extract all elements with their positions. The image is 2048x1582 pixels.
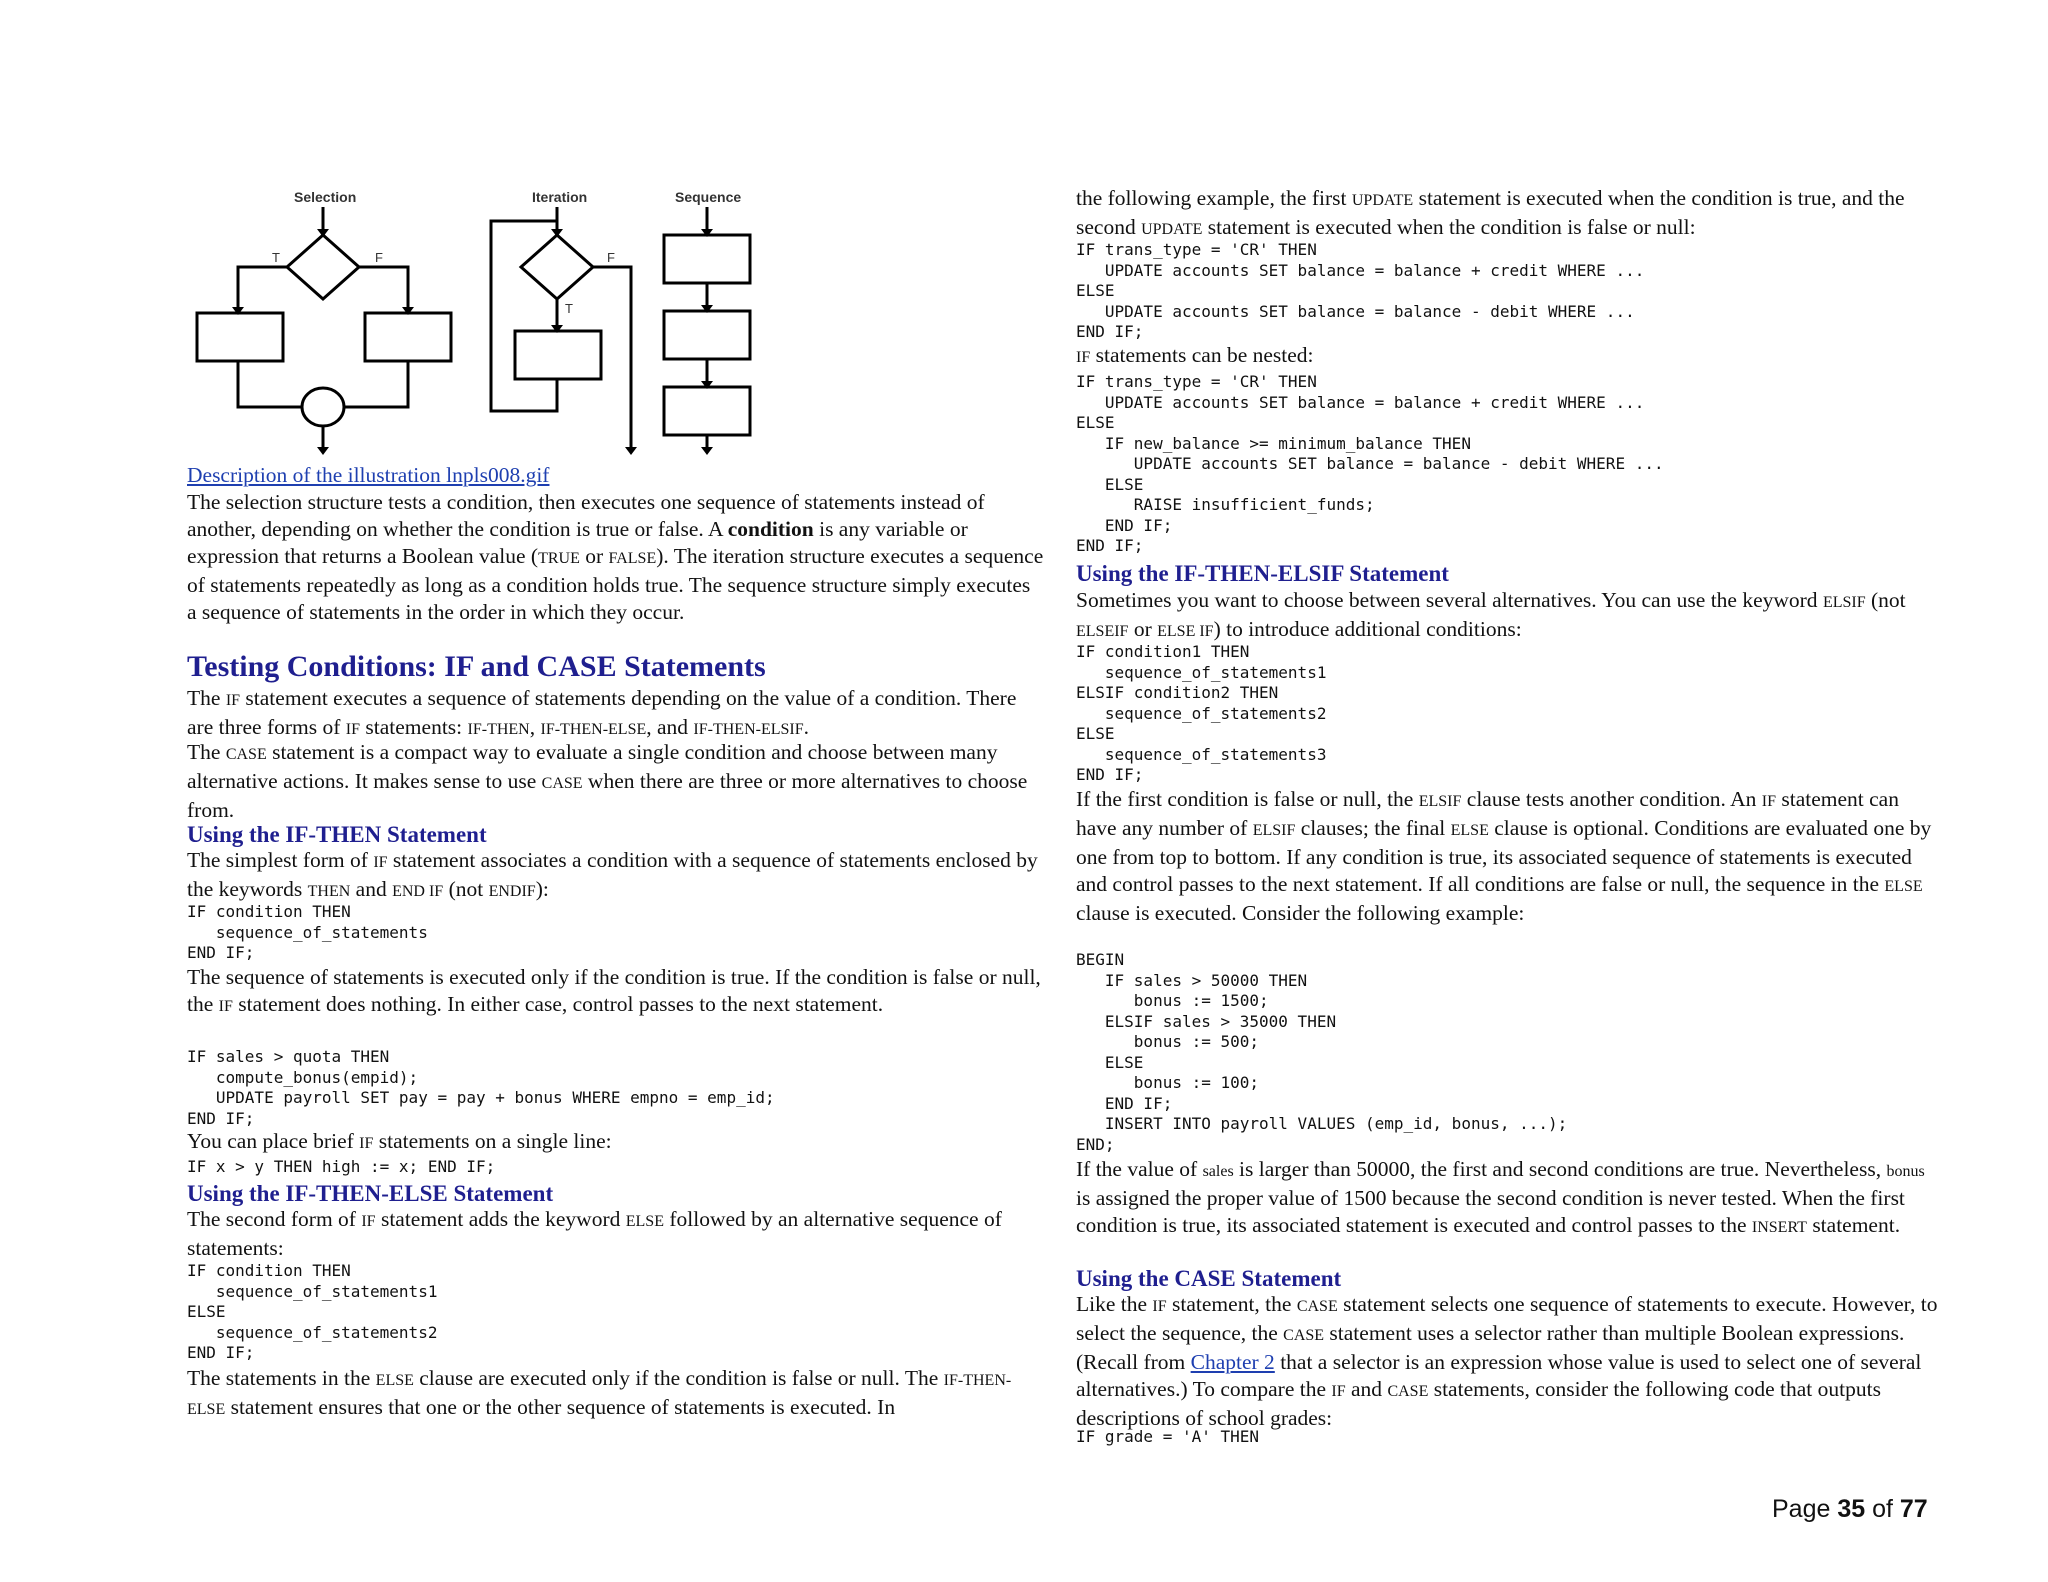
paragraph-single-line: You can place brief IF statements on a single line:	[187, 1129, 612, 1153]
code-trans-type: IF trans_type = 'CR' THEN UPDATE accounts SET balance = balance + credit WHERE ... ELSE UPDATE accounts SET balance = balance - debit WHERE ... END IF;	[1076, 240, 1645, 341]
control-structures-figure	[187, 185, 787, 465]
selection-join-circle	[302, 388, 344, 426]
label-t: T	[272, 250, 280, 265]
paragraph-else-clause: The statements in the ELSE clause are executed only if the condition is false or null. The IF-THEN-ELSE statement ensures that one or the other sequence of statements is executed. In	[187, 1366, 1012, 1419]
heading-if-then-else: Using the IF-THEN-ELSE Statement	[187, 1181, 554, 1206]
paragraph-if-then: The simplest form of IF statement associates a condition with a sequence of statements enclosed by the keywords THEN and END IF (not ENDIF):	[187, 848, 1038, 901]
label-iteration: Iteration	[532, 189, 588, 205]
heading-case: Using the CASE Statement	[1076, 1266, 1342, 1291]
paragraph-if-intro: The IF statement executes a sequence of statements depending on the value of a condition. There are three forms of IF statements: IF-THEN, IF-THEN-ELSE, and IF-THEN-ELSIF.	[187, 686, 1017, 739]
label-f: F	[375, 250, 383, 265]
paragraph-if-then-desc: The sequence of statements is executed only if the condition is true. If the condition is false or null, the IF statement does nothing. In either case, control passes to the next statement.	[187, 965, 1041, 1016]
label-f-iter: F	[607, 250, 615, 265]
code-if-then: IF condition THEN sequence_of_statements END IF;	[187, 902, 428, 962]
code-elsif: IF condition1 THEN sequence_of_statements1 ELSIF condition2 THEN sequence_of_statements2 ELSE sequence_of_statements3 END IF;	[1076, 642, 1327, 784]
paragraph-control-structures: The selection structure tests a condition, then executes one sequence of statements instead of another, depending on whether the condition is true or false. A condition is any variable or expression that returns a Boolean value (TRUE or FALSE). The iteration structure executes a sequence of statements repeatedly as long as a condition holds true. The sequence structure simply executes a sequence of statements in the order in which they occur.	[187, 490, 1044, 624]
paragraph-case-statement: Like the IF statement, the CASE statement selects one sequence of statements to execute. However, to select the sequence, the CASE statement uses a selector rather than multiple Boolean expressions. (Recall from Chapter 2 that a selector is an expression whose value is used to select one of several alternatives.) To compare the IF and CASE statements, consider the following code that outputs descriptions of school grades:	[1076, 1292, 1938, 1430]
paragraph-elsif-desc: If the first condition is false or null, the ELSIF clause tests another condition. An IF statement can have any number of ELSIF clauses; the final ELSE clause is optional. Conditions are evaluated one by one from top to bottom. If any condition is true, its associated sequence of statements is executed and control passes to the next statement. If all conditions are false or null, the sequence in the ELSE clause is executed. Consider the following example:	[1076, 787, 1932, 925]
iteration-decision-diamond	[521, 235, 593, 299]
sequence-box-2	[664, 311, 750, 359]
illustration-description-link[interactable]: Description of the illustration lnpls008.gif	[187, 463, 550, 487]
page-number: Page 35 of 77	[1772, 1495, 1928, 1523]
label-t-iter: T	[565, 301, 573, 316]
label-sequence: Sequence	[675, 189, 742, 205]
paragraph-update-example: the following example, the first UPDATE statement is executed when the condition is true, and the second UPDATE statement is executed when the condition is false or null:	[1076, 186, 1905, 239]
paragraph-elsif-intro: Sometimes you want to choose between several alternatives. You can use the keyword ELSIF (not ELSEIF or ELSE IF) to introduce additional conditions:	[1076, 588, 1906, 641]
selection-false-box	[365, 313, 451, 361]
code-nested-if: IF trans_type = 'CR' THEN UPDATE accounts SET balance = balance + credit WHERE ... ELSE IF new_balance >= minimum_balance THEN UPDATE accounts SET balance = balance - debit WHERE ... ELSE RAISE insufficient_funds; END IF; END IF;	[1076, 372, 1664, 555]
paragraph-if-then-else: The second form of IF statement adds the keyword ELSE followed by an alternative sequence of statements:	[187, 1207, 1002, 1260]
selection-true-box	[197, 313, 283, 361]
heading-if-then-elsif: Using the IF-THEN-ELSIF Statement	[1076, 561, 1449, 586]
code-sales-quota: IF sales > quota THEN compute_bonus(empid); UPDATE payroll SET pay = pay + bonus WHERE empno = emp_id; END IF;	[187, 1047, 775, 1128]
iteration-body-box	[515, 331, 601, 379]
selection-decision-diamond	[287, 235, 359, 299]
heading-if-then: Using the IF-THEN Statement	[187, 822, 487, 847]
paragraph-case-intro: The CASE statement is a compact way to evaluate a single condition and choose between many alternative actions. It makes sense to use CASE when there are three or more alternatives to choose from.	[187, 740, 1028, 822]
section-heading: Testing Conditions: IF and CASE Statements	[187, 650, 766, 683]
paragraph-nested: IF statements can be nested:	[1076, 343, 1314, 367]
sequence-box-3	[664, 387, 750, 435]
paragraph-sales-value: If the value of sales is larger than 50000, the first and second conditions are true. Nevertheless, bonus is assigned the proper value of 1500 because the second condition is never tested. When the first condition is true, its associated statement is executed and control passes to the INSERT statement.	[1076, 1157, 1925, 1237]
code-single-line: IF x > y THEN high := x; END IF;	[187, 1157, 496, 1176]
code-if-then-else: IF condition THEN sequence_of_statements1 ELSE sequence_of_statements2 END IF;	[187, 1261, 438, 1362]
code-bonus-example: BEGIN IF sales > 50000 THEN bonus := 1500; ELSIF sales > 35000 THEN bonus := 500; ELSE bonus := 100; END IF; INSERT INTO payroll VALUES (emp_id, bonus, ...); END;	[1076, 950, 1568, 1154]
sequence-box-1	[664, 235, 750, 283]
label-selection: Selection	[294, 189, 357, 205]
chapter-link[interactable]: Chapter 2	[1190, 1350, 1275, 1374]
code-grade: IF grade = 'A' THEN	[1076, 1427, 1260, 1446]
